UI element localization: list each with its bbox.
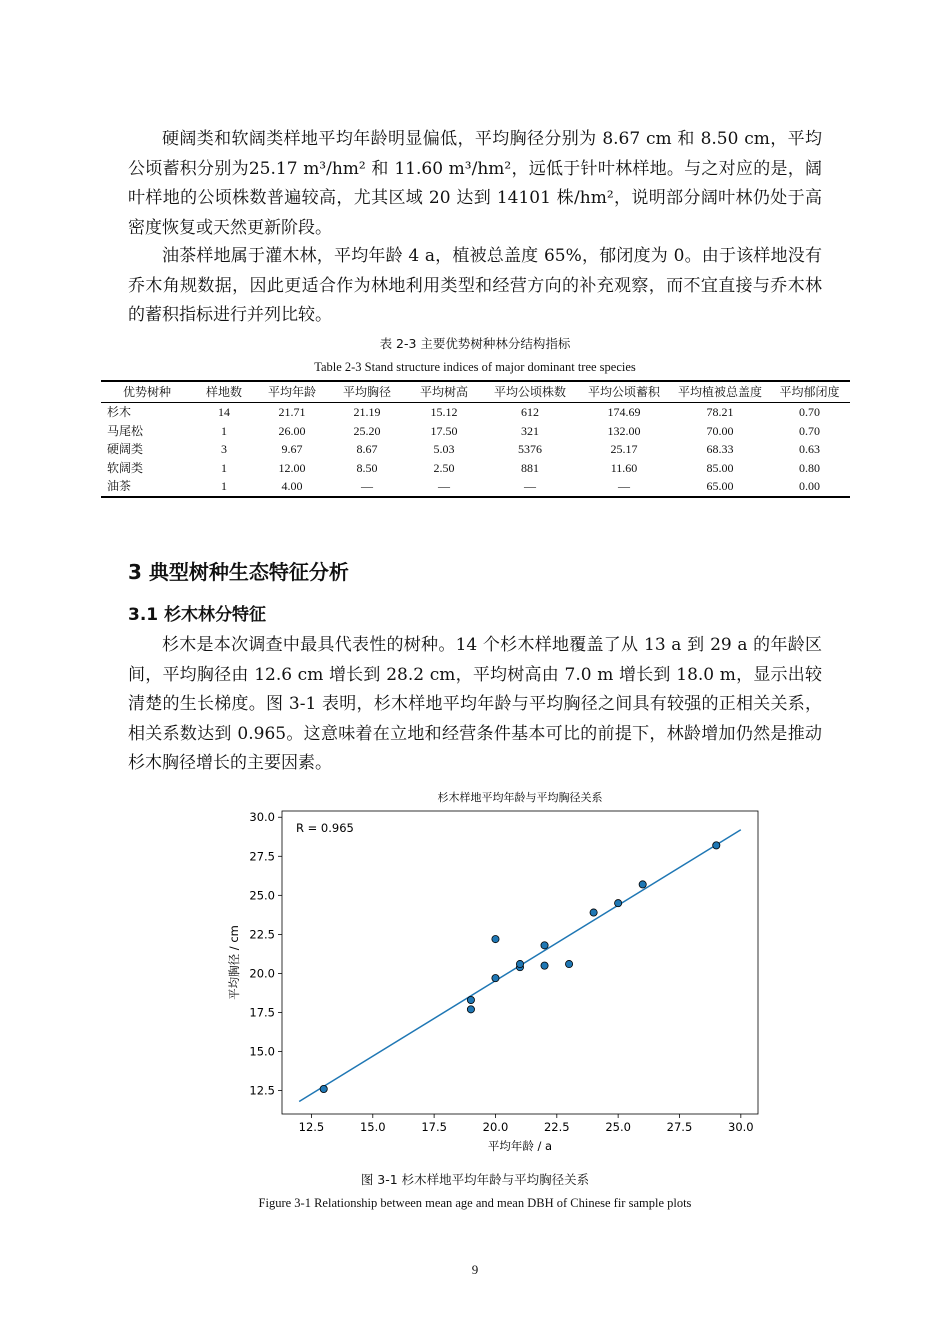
table-cell: 25.17	[610, 442, 638, 457]
x-tick-label: 22.5	[543, 1120, 570, 1134]
table-header-cell: 平均公顷蓄积	[587, 385, 660, 399]
x-tick-label: 27.5	[666, 1120, 693, 1134]
table-cell: 5.03	[433, 442, 455, 457]
table-cell: 硬阔类	[107, 442, 144, 457]
table-cell: 21.71	[278, 405, 306, 419]
table-cell: 马尾松	[107, 423, 144, 438]
table-cell: 881	[521, 460, 539, 475]
paragraph-chinese-fir: 杉木是本次调查中最具代表性的树种。14 个杉木样地覆盖了从 13 a 到 29 a 的年龄区间，平均胸径由 12.6 cm 增长到 28.2 cm，平均树高由 7.0 m 增长到 18.0 m，显示出较清楚的生长梯度。图 3-1 表明，杉木样地平均年龄与平均胸径之间具有较强的正相关关系，相关系数达到 0.965。这意味着在立地和经营条件基本可比的前提下，林龄增加仍然是推动杉木胸径增长的主要因素。	[128, 635, 822, 773]
data-point	[516, 960, 523, 967]
x-tick-label: 15.0	[359, 1120, 386, 1134]
table-cell: 14	[218, 405, 230, 419]
scatter-chart	[220, 784, 780, 1160]
table-cell: 1	[221, 479, 227, 494]
table-cell: 12.00	[278, 460, 306, 475]
table-header-cell: 优势树种	[122, 385, 171, 399]
page-number: 9	[471, 1262, 479, 1277]
data-point	[492, 975, 499, 982]
x-tick-label: 25.0	[605, 1120, 631, 1134]
x-axis-label: 平均年龄 / a	[487, 1139, 553, 1153]
y-tick-label: 25.0	[249, 888, 275, 903]
table-cell: 软阔类	[107, 460, 144, 475]
figure-caption-en: Figure 3-1 Relationship between mean age and mean DBH of Chinese fir sample plots	[258, 1196, 692, 1210]
table-cell: 9.67	[281, 442, 303, 457]
table-cell: 油茶	[107, 479, 132, 494]
table-cell: 8.50	[356, 460, 378, 475]
stand-structure-table	[101, 380, 850, 498]
data-point	[713, 842, 720, 849]
x-tick-label: 30.0	[728, 1120, 754, 1134]
chart-title: 杉木样地平均年龄与平均胸径关系	[437, 791, 603, 804]
data-point	[541, 962, 548, 969]
table-cell: 0.70	[799, 423, 820, 438]
table-row	[101, 440, 850, 459]
data-point	[590, 909, 597, 916]
table-cell: —	[361, 479, 373, 494]
table-cell: 杉木	[107, 405, 132, 419]
y-tick-label: 22.5	[249, 927, 275, 942]
y-tick-label: 17.5	[249, 1005, 275, 1020]
table-cell: 132.00	[607, 423, 641, 438]
subsection-heading: 3.1 杉木林分特征	[128, 605, 267, 625]
table-row	[101, 459, 850, 478]
table-cell: 1	[221, 460, 227, 475]
table-cell: —	[438, 479, 450, 494]
table-header-cell: 平均树高	[419, 385, 468, 399]
table-header-cell: 样地数	[205, 385, 242, 399]
table-cell: 0.70	[799, 405, 820, 419]
table-cell: 174.69	[607, 405, 641, 419]
data-point	[320, 1085, 327, 1092]
table-header-cell: 平均郁闭度	[779, 385, 840, 399]
table-cell: 3	[221, 442, 227, 457]
table-cell: 70.00	[706, 423, 734, 438]
table-cell: 17.50	[430, 423, 458, 438]
data-point	[467, 1006, 474, 1013]
table-cell: 25.20	[353, 423, 381, 438]
y-axis-label: 平均胸径 / cm	[227, 925, 241, 1000]
data-point	[615, 900, 622, 907]
table-cell: 2.50	[433, 460, 455, 475]
table-header-cell: 平均年龄	[267, 385, 316, 399]
table-cell: 65.00	[706, 479, 734, 494]
x-tick-label: 20.0	[482, 1120, 509, 1134]
x-tick-label: 17.5	[421, 1120, 447, 1134]
table-header-cell: 平均胸径	[342, 385, 391, 399]
table-cell: 68.33	[706, 442, 734, 457]
table-cell: 78.21	[706, 405, 734, 419]
table-cell: 15.12	[430, 405, 458, 419]
data-point	[565, 960, 572, 967]
table-cell: 0.80	[799, 460, 820, 475]
table-row	[101, 477, 850, 497]
y-tick-label: 27.5	[249, 849, 275, 864]
table-row	[101, 422, 850, 441]
data-point	[467, 996, 474, 1003]
table-cell: 5376	[518, 442, 542, 457]
y-tick-label: 12.5	[249, 1083, 275, 1098]
data-point	[492, 935, 499, 942]
paragraph-oil-tea: 油茶样地属于灌木林，平均年龄 4 a，植被总盖度 65%，郁闭度为 0。由于该样地没有乔木角规数据，因此更适合作为林地利用类型和经营方向的补充观察，而不宜直接与乔木林的蓄积指标进行并列比较。	[128, 246, 822, 325]
table-cell: 0.63	[799, 442, 820, 457]
table-header-cell: 平均公顷株数	[493, 385, 566, 399]
table-cell: 1	[221, 423, 227, 438]
table-cell: 321	[521, 423, 539, 438]
y-tick-label: 15.0	[249, 1044, 275, 1059]
table-cell: 612	[521, 405, 539, 419]
table-cell: —	[618, 479, 630, 494]
data-point	[639, 881, 646, 888]
table-cell: 85.00	[706, 460, 734, 475]
table-row	[101, 403, 850, 422]
table-cell: —	[524, 479, 536, 494]
y-tick-label: 30.0	[249, 810, 275, 825]
paragraph-broadleaf: 硬阔类和软阔类样地平均年龄明显偏低，平均胸径分别为 8.67 cm 和 8.50 cm，平均公顷蓄积分别为25.17 m³/hm² 和 11.60 m³/hm²，远低于针叶林样地。与之对应的是，阔叶样地的公顷株数普遍较高，尤其区域 20 达到 14101 株/hm²，说明部分阔叶林仍处于高密度恢复或天然更新阶段。	[128, 129, 822, 238]
table-header-row	[101, 381, 850, 403]
correlation-annotation: R = 0.965	[296, 821, 354, 835]
table-caption-cn: 表 2-3 主要优势树种林分结构指标	[379, 336, 571, 351]
section-heading: 3 典型树种生态特征分析	[128, 560, 349, 584]
x-tick-label: 12.5	[298, 1120, 325, 1134]
table-cell: 11.60	[610, 460, 638, 475]
table-header-cell: 平均植被总盖度	[677, 385, 762, 399]
table-cell: 8.67	[356, 442, 378, 457]
table-cell: 0.00	[799, 479, 820, 494]
table-cell: 26.00	[278, 423, 306, 438]
table-cell: 21.19	[353, 405, 381, 419]
data-point	[541, 942, 548, 949]
table-caption-en: Table 2-3 Stand structure indices of major dominant tree species	[314, 360, 636, 374]
figure-caption-cn: 图 3-1 杉木样地平均年龄与平均胸径关系	[360, 1172, 590, 1187]
y-tick-label: 20.0	[249, 966, 275, 981]
table-cell: 4.00	[281, 479, 303, 494]
